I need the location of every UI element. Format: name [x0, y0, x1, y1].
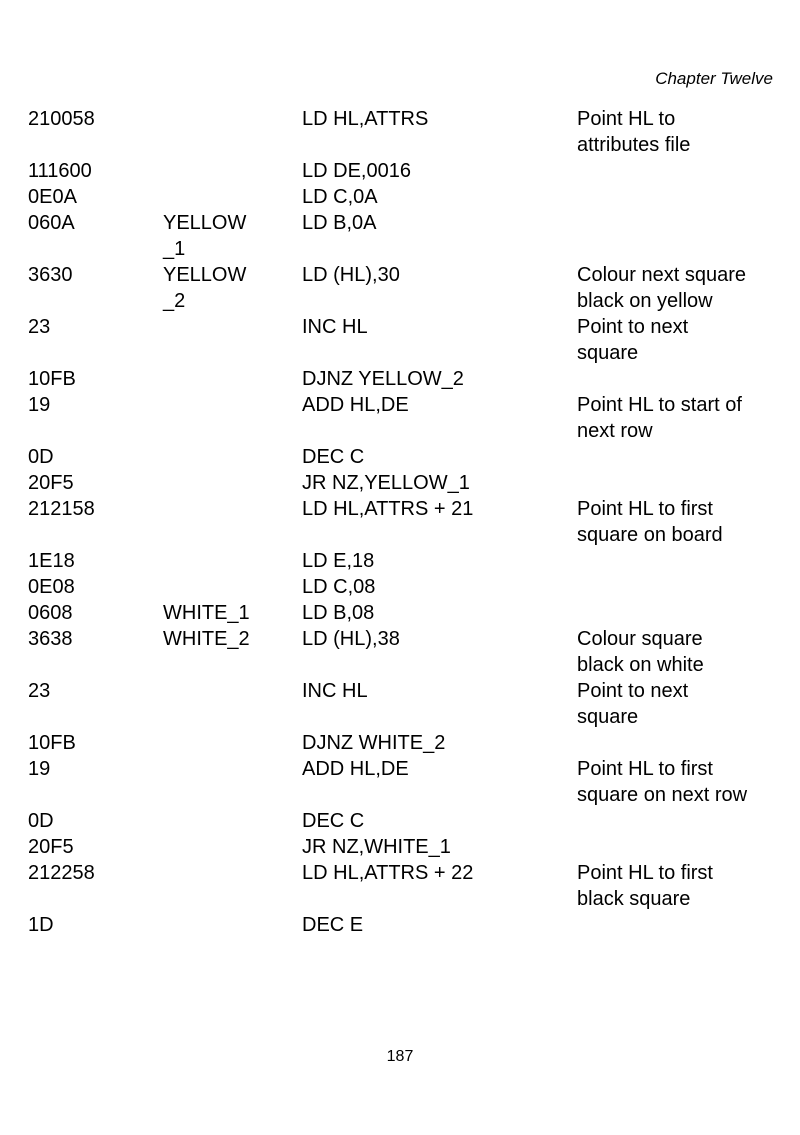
listing-row	[28, 860, 778, 912]
listing-row	[28, 730, 778, 756]
listing-row	[28, 210, 778, 262]
comment: Point HL to first square on board	[577, 498, 723, 546]
hex-code: 3638	[28, 628, 73, 650]
listing-row	[28, 574, 778, 600]
comment: Point to next square	[577, 316, 689, 364]
instruction: DJNZ WHITE_2	[302, 732, 446, 754]
instruction: LD DE,0016	[302, 160, 411, 182]
line-label: YELLOW _1	[163, 212, 247, 260]
hex-code: 0D	[28, 810, 54, 832]
listing-row	[28, 548, 778, 574]
chapter-heading: Chapter Twelve	[655, 69, 773, 88]
comment: Colour next square black on yellow	[577, 264, 746, 312]
comment: Point HL to first square on next row	[577, 758, 748, 806]
instruction: LD E,18	[302, 550, 375, 572]
hex-code: 3630	[28, 264, 73, 286]
line-label: YELLOW _2	[163, 264, 247, 312]
hex-code: 20F5	[28, 472, 74, 494]
instruction: LD HL,ATTRS + 22	[302, 862, 474, 884]
hex-code: 111600	[28, 160, 92, 182]
line-label: WHITE_1	[163, 602, 250, 624]
instruction: DEC C	[302, 446, 365, 468]
listing-row	[28, 626, 778, 678]
listing-row	[28, 678, 778, 730]
instruction: DJNZ YELLOW_2	[302, 368, 464, 390]
listing-row	[28, 158, 778, 184]
listing-row	[28, 600, 778, 626]
hex-code: 10FB	[28, 732, 76, 754]
listing-row	[28, 756, 778, 808]
instruction: LD (HL),30	[302, 264, 400, 286]
hex-code: 1E18	[28, 550, 75, 572]
hex-code: 10FB	[28, 368, 76, 390]
instruction: DEC C	[302, 810, 365, 832]
hex-code: 212158	[28, 498, 95, 520]
listing-row	[28, 496, 778, 548]
listing-row	[28, 184, 778, 210]
instruction: JR NZ,YELLOW_1	[302, 472, 470, 494]
instruction: LD C,08	[302, 576, 376, 598]
page-number: 187	[386, 1048, 414, 1065]
hex-code: 1D	[28, 914, 54, 936]
listing-row	[28, 808, 778, 834]
instruction: DEC E	[302, 914, 364, 936]
listing-row	[28, 314, 778, 366]
comment: Point HL to start of next row	[577, 394, 742, 442]
instruction: LD B,0A	[302, 212, 377, 234]
line-label: WHITE_2	[163, 628, 250, 650]
comment: Point HL to attributes file	[577, 108, 691, 156]
hex-code: 210058	[28, 108, 95, 130]
hex-code: 0608	[28, 602, 73, 624]
hex-code: 060A	[28, 212, 75, 234]
instruction: LD B,08	[302, 602, 375, 624]
listing-row	[28, 470, 778, 496]
instruction: ADD HL,DE	[302, 758, 409, 780]
instruction: LD C,0A	[302, 186, 378, 208]
listing-row	[28, 834, 778, 860]
comment: Point HL to first black square	[577, 862, 713, 910]
listing-row	[28, 366, 778, 392]
instruction: ADD HL,DE	[302, 394, 409, 416]
hex-code: 23	[28, 316, 51, 338]
instruction: INC HL	[302, 316, 368, 338]
hex-code: 212258	[28, 862, 95, 884]
instruction: LD (HL),38	[302, 628, 400, 650]
hex-code: 0D	[28, 446, 54, 468]
listing-row	[28, 912, 778, 938]
hex-code: 0E0A	[28, 186, 77, 208]
listing-row	[28, 106, 778, 158]
instruction: LD HL,ATTRS + 21	[302, 498, 474, 520]
listing-row	[28, 444, 778, 470]
assembly-listing	[28, 106, 778, 938]
listing-row	[28, 392, 778, 444]
instruction: LD HL,ATTRS	[302, 108, 429, 130]
listing-row	[28, 262, 778, 314]
instruction: JR NZ,WHITE_1	[302, 836, 451, 858]
hex-code: 23	[28, 680, 51, 702]
instruction: INC HL	[302, 680, 368, 702]
hex-code: 19	[28, 758, 51, 780]
hex-code: 0E08	[28, 576, 75, 598]
comment: Colour square black on white	[577, 628, 704, 676]
hex-code: 20F5	[28, 836, 74, 858]
comment: Point to next square	[577, 680, 689, 728]
hex-code: 19	[28, 394, 51, 416]
